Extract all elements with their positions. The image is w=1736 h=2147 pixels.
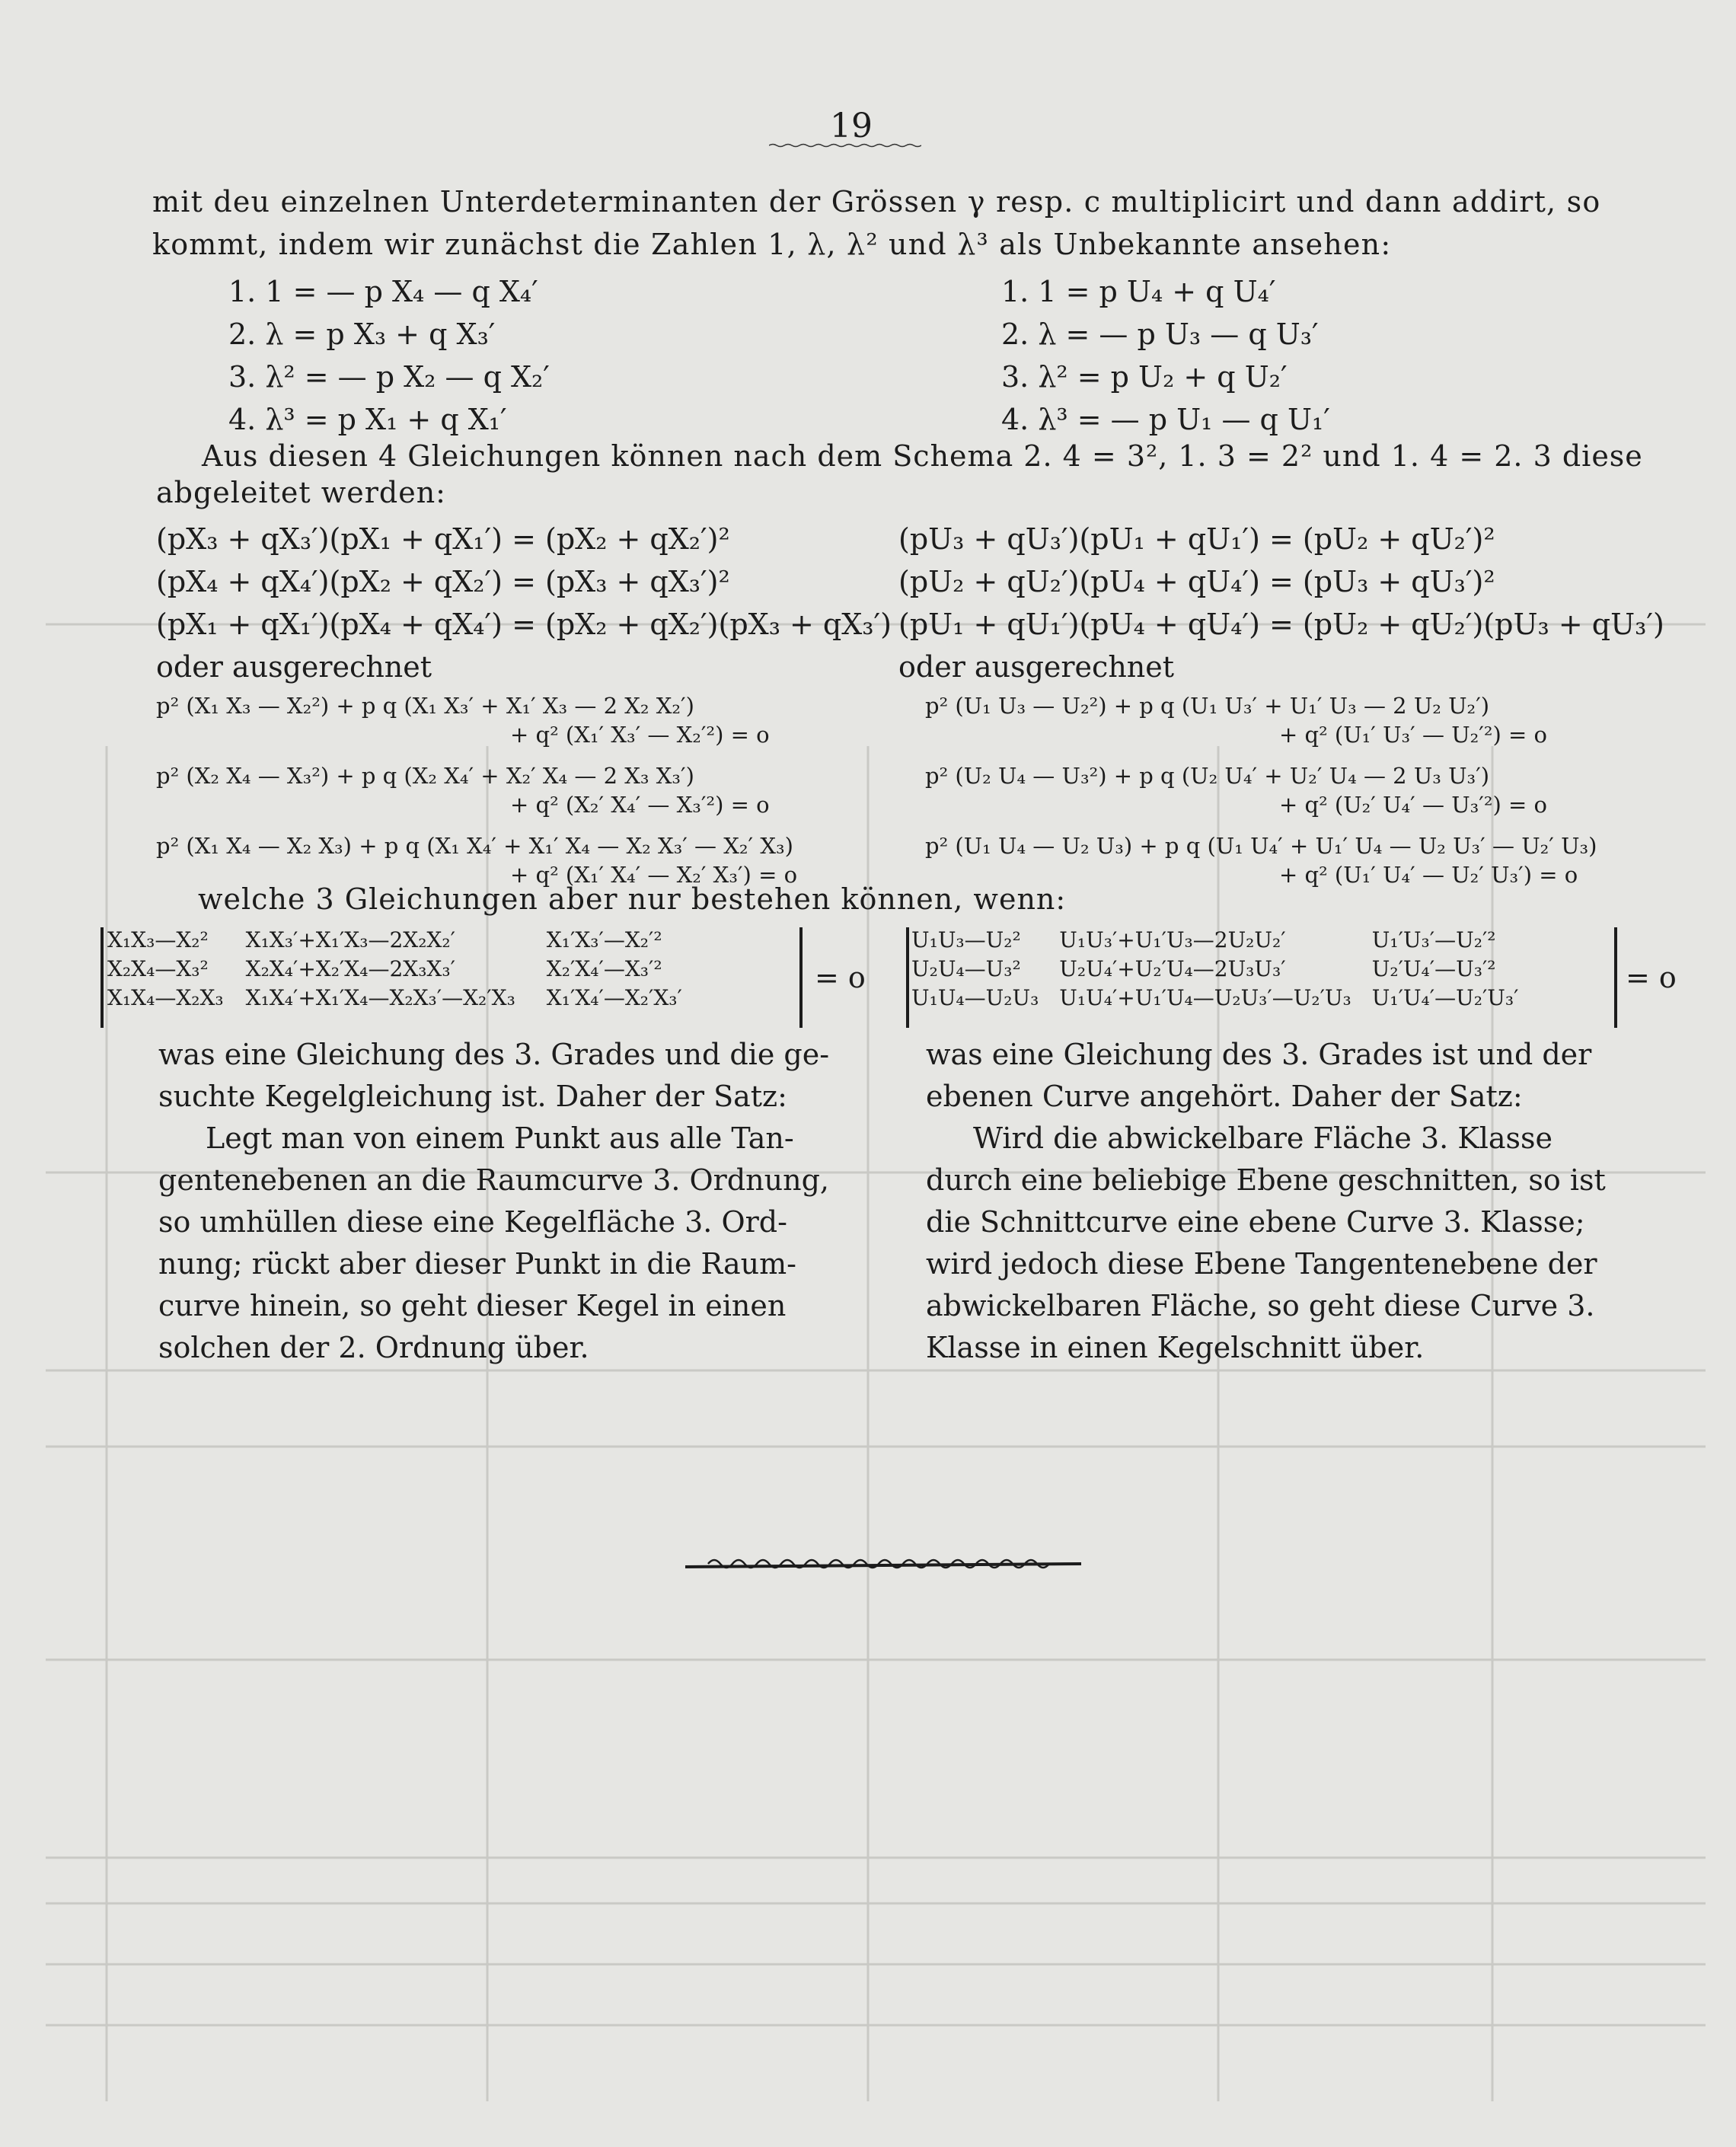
det-cell: U₁U₃—U₂² [911, 927, 1021, 952]
det-cell: U₂U₄′+U₂′U₄—2U₃U₃′ [1059, 956, 1286, 981]
right-text-7: abwickelbaren Fläche, so geht diese Curve 3. [926, 1289, 1595, 1322]
expanded-right-3: p² (U₂ U₄ — U₃²) + p q (U₂ U₄′ + U₂′ U₄ — 2 U₃ U₃′) [925, 763, 1490, 789]
right-column-text [926, 1034, 1606, 1369]
expanded-right-4: + q² (U₂′ U₄′ — U₃′²) = o [1279, 792, 1547, 818]
derived-right-1: (pU₃ + qU₃′)(pU₁ + qU₁′) = (pU₂ + qU₂′)² [898, 522, 1495, 556]
det-cell: X₁X₃—X₂² [107, 927, 209, 952]
det-cell: X₂′X₄′—X₃′² [546, 956, 662, 981]
oder-right: oder ausgerechnet [898, 650, 1175, 684]
det-cell: U₁′U₃′—U₂′² [1371, 927, 1496, 952]
det-left-row [107, 955, 683, 984]
expanded-left-3: p² (X₂ X₄ — X₃²) + p q (X₂ X₄′ + X₂′ X₄ — 2 X₃ X₃′) [156, 763, 694, 789]
det-cell: X₁′X₃′—X₂′² [546, 927, 662, 952]
expanded-left-6: + q² (X₁′ X₄′ — X₂′ X₃′) = o [510, 862, 798, 888]
det-cell: X₁X₄′+X₁′X₄—X₂X₃′—X₂′X₃ [245, 985, 515, 1010]
equation-right-2: 2. λ = — p U₃ — q U₃′ [1001, 317, 1319, 351]
page-number: 19 [830, 107, 873, 145]
det-cell: U₂U₄—U₃² [911, 956, 1021, 981]
intro-line-1: mit deu einzelnen Unterdeterminanten der Grössen γ resp. c multiplicirt und dann addirt, so [152, 185, 1601, 219]
ornamental-rule [685, 1553, 1081, 1576]
expanded-left [156, 691, 797, 889]
determinant-left [107, 926, 683, 1013]
expanded-right-1: p² (U₁ U₃ — U₂²) + p q (U₁ U₃′ + U₁′ U₃ — 2 U₂ U₂′) [925, 693, 1490, 719]
det-left-bar-l [101, 927, 104, 1028]
derived-left-1: (pX₃ + qX₃′)(pX₁ + qX₁′) = (pX₂ + qX₂′)² [156, 522, 730, 556]
equation-left-1: 1. 1 = — p X₄ — q X₄′ [228, 275, 538, 308]
right-text-1: was eine Gleichung des 3. Grades ist und der [926, 1038, 1592, 1071]
derived-left-3: (pX₁ + qX₁′)(pX₄ + qX₄′) = (pX₂ + qX₂′)(pX₃ + qX₃′) [156, 608, 892, 641]
det-left-bar-r [799, 927, 803, 1028]
expanded-right-5: p² (U₁ U₄ — U₂ U₃) + p q (U₁ U₄′ + U₁′ U₄ — U₂ U₃′ — U₂′ U₃) [925, 833, 1597, 859]
equation-right-1: 1. 1 = p U₄ + q U₄′ [1001, 275, 1276, 308]
det-cell: X₁X₃′+X₁′X₃—2X₂X₂′ [245, 927, 455, 952]
left-text-6: nung; rückt aber dieser Punkt in die Raum- [158, 1247, 796, 1281]
right-text-6: wird jedoch diese Ebene Tangentenebene der [926, 1247, 1597, 1281]
det-left-row [107, 926, 683, 955]
det-cell: U₂′U₄′—U₃′² [1371, 956, 1496, 981]
left-text-8: solchen der 2. Ordnung über. [158, 1331, 589, 1364]
det-right-row [911, 984, 1519, 1013]
derived-left [156, 518, 892, 688]
derived-right [898, 518, 1664, 688]
welche-line: welche 3 Gleichungen aber nur bestehen können, wenn: [198, 882, 1067, 916]
equation-left-3: 3. λ² = — p X₂ — q X₂′ [228, 360, 550, 394]
left-column-text [158, 1034, 829, 1369]
equations-left [228, 270, 550, 441]
det-left-row [107, 984, 683, 1013]
right-text-3: Wird die abwickelbare Fläche 3. Klasse [973, 1121, 1553, 1155]
derived-left-2: (pX₄ + qX₄′)(pX₂ + qX₂′) = (pX₃ + qX₃′)² [156, 565, 730, 598]
expanded-right [925, 691, 1597, 889]
det-right-row [911, 926, 1519, 955]
equation-left-2: 2. λ = p X₃ + q X₃′ [228, 317, 496, 351]
expanded-left-1: p² (X₁ X₃ — X₂²) + p q (X₁ X₃′ + X₁′ X₃ — 2 X₂ X₂′) [156, 693, 694, 719]
det-cell: U₁U₄—U₂U₃ [911, 985, 1039, 1010]
schema-line-1: Aus diesen 4 Gleichungen können nach dem Schema 2. 4 = 3², 1. 3 = 2² und 1. 4 = 2. 3 diese [202, 439, 1643, 473]
det-cell: X₁′X₄′—X₂′X₃′ [546, 985, 682, 1010]
left-text-1: was eine Gleichung des 3. Grades und die ge- [158, 1038, 830, 1071]
intro-line-2: kommt, indem wir zunächst die Zahlen 1, λ, λ² und λ³ als Unbekannte ansehen: [152, 228, 1392, 261]
expanded-right-2: + q² (U₁′ U₃′ — U₂′²) = o [1279, 722, 1547, 748]
det-left-equals: = o [815, 961, 866, 994]
determinant-right [911, 926, 1519, 1013]
right-text-5: die Schnittcurve eine ebene Curve 3. Klasse; [926, 1205, 1585, 1239]
equations-right [1001, 270, 1330, 441]
right-text-2: ebenen Curve angehört. Daher der Satz: [926, 1080, 1523, 1113]
det-right-equals: = o [1626, 961, 1677, 994]
right-text-4: durch eine beliebige Ebene geschnitten, so ist [926, 1163, 1606, 1197]
right-text-8: Klasse in einen Kegelschnitt über. [926, 1331, 1425, 1364]
det-cell: X₂X₄—X₃² [107, 956, 209, 981]
det-cell: U₁U₄′+U₁′U₄—U₂U₃′—U₂′U₃ [1059, 985, 1351, 1010]
det-cell: U₁U₃′+U₁′U₃—2U₂U₂′ [1059, 927, 1286, 952]
left-text-4: gentenebenen an die Raumcurve 3. Ordnung, [158, 1163, 829, 1197]
left-text-5: so umhüllen diese eine Kegelfläche 3. Ord- [158, 1205, 787, 1239]
expanded-right-6: + q² (U₁′ U₄′ — U₂′ U₃′) = o [1279, 862, 1578, 888]
left-text-3: Legt man von einem Punkt aus alle Tan- [206, 1121, 794, 1155]
left-text-2: suchte Kegelgleichung ist. Daher der Satz: [158, 1080, 787, 1113]
derived-right-2: (pU₂ + qU₂′)(pU₄ + qU₄′) = (pU₃ + qU₃′)² [898, 565, 1495, 598]
page-number-underline [769, 143, 921, 148]
equation-right-3: 3. λ² = p U₂ + q U₂′ [1001, 360, 1288, 394]
expanded-left-5: p² (X₁ X₄ — X₂ X₃) + p q (X₁ X₄′ + X₁′ X₄ — X₂ X₃′ — X₂′ X₃) [156, 833, 793, 859]
det-cell: U₁′U₄′—U₂′U₃′ [1371, 985, 1519, 1010]
left-text-7: curve hinein, so geht dieser Kegel in einen [158, 1289, 787, 1322]
det-right-row [911, 955, 1519, 984]
det-cell: X₁X₄—X₂X₃ [107, 985, 224, 1010]
schema-line-2: abgeleitet werden: [156, 476, 446, 509]
derived-right-3: (pU₁ + qU₁′)(pU₄ + qU₄′) = (pU₂ + qU₂′)(pU₃ + qU₃′) [898, 608, 1664, 641]
det-right-bar-l [906, 927, 909, 1028]
det-right-bar-r [1614, 927, 1617, 1028]
expanded-left-2: + q² (X₁′ X₃′ — X₂′²) = o [510, 722, 770, 748]
oder-left: oder ausgerechnet [156, 650, 432, 684]
det-cell: X₂X₄′+X₂′X₄—2X₃X₃′ [245, 956, 455, 981]
equation-right-4: 4. λ³ = — p U₁ — q U₁′ [1001, 403, 1330, 436]
expanded-left-4: + q² (X₂′ X₄′ — X₃′²) = o [510, 792, 770, 818]
equation-left-4: 4. λ³ = p X₁ + q X₁′ [228, 403, 507, 436]
